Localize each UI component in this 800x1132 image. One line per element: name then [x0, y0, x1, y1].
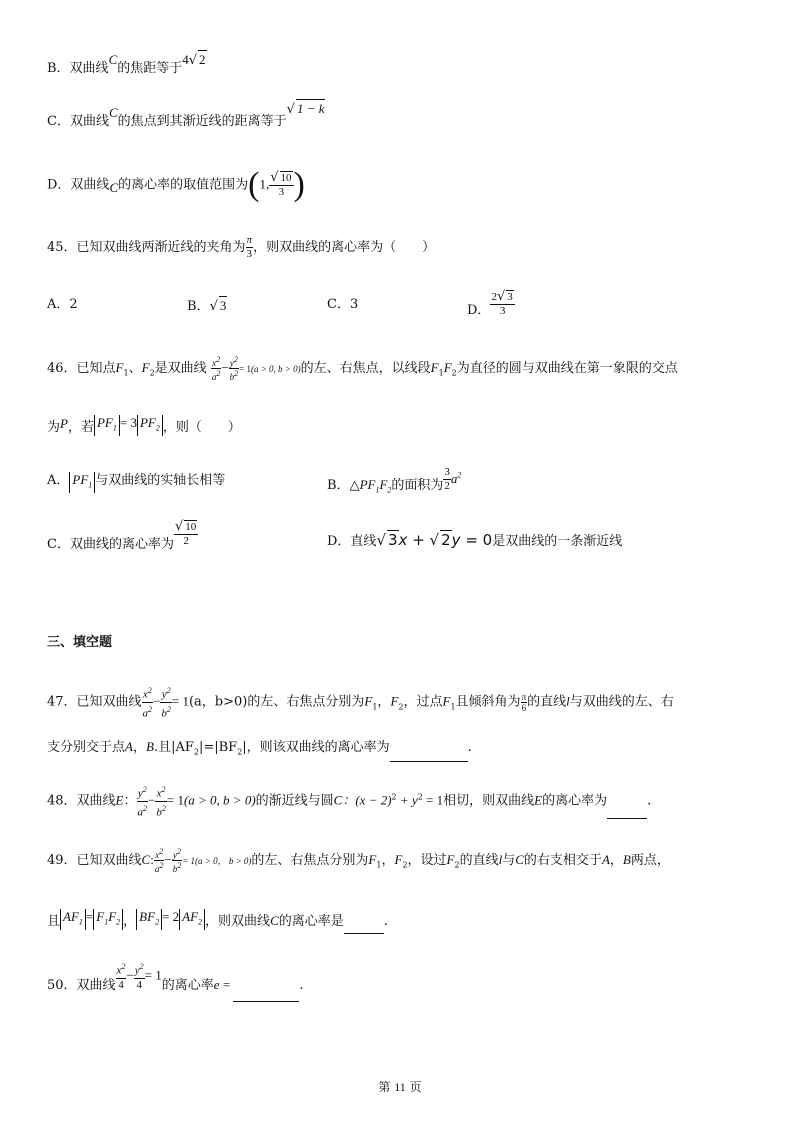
q45-option-a: A．2	[47, 297, 78, 312]
q46-option-c: C．双曲线的离心率为 $\frac{√ 10}{2}$	[47, 519, 197, 552]
q46-stem: 46．已知点$F_1$、$F_2$是双曲线 $\frac{x^2}{a^2}$ − $\frac{y^2}{b^2}$ = 1(a > 0, b > 0)的左、右焦点，以线段$F_1F_2$为直径的圆与双曲线在第一象限的交点	[47, 355, 678, 382]
q47-stem: 47．已知双曲线 $\frac{x^2}{a^2}$ − $\frac{y^2}{b^2}$ = 1(a，b>0)的左、右焦点分别为$F_1$，$F_2$，过点$F_1$且倾斜角为 $\frac{\pi}{6}$ 的直线l与双曲线的左、右	[47, 686, 674, 720]
q50-stem: 50．双曲线 $\frac{x^2}{4}$ − $\frac{y^2}{4}$ = 1的离心率e = .	[47, 960, 304, 992]
q48-stem: 48．双曲线E： $\frac{y^2}{a^2}$ − $\frac{x^2}{b^2}$ = 1(a > 0, b > 0)的渐近线与圆C：$(x - 2)^2 + y^2 = 1$相切，则双曲线E的离心率为 .	[47, 785, 652, 819]
q46-option-d: D．直线√ 3x + √ 2y = 0是双曲线的一条渐近线	[327, 531, 623, 549]
q50-answer-blank[interactable]	[233, 1001, 299, 1002]
q48-answer-blank[interactable]	[607, 818, 647, 819]
q46-stem-line2: 为P，若 $PF_1 = 3$ $PF_2$ ，则（ ）	[47, 415, 241, 435]
q46-option-a: A． $PF_1$ 与双曲线的实轴长相等	[47, 472, 225, 493]
q44-option-d: D．双曲线C的离心率的取值范围为(1, $\frac{√ 10}{3}$ )	[47, 166, 305, 203]
q44-option-b: B．双曲线C的焦距等于4√ 2	[47, 52, 206, 76]
q45-option-d: D． $\frac{2√ 3}{3}$	[467, 289, 513, 318]
q45-stem: 45．已知双曲线两渐近线的夹角为 $\frac{\pi}{3}$ ，则双曲线的离心率为（ ）	[47, 234, 436, 260]
section-heading: 三、填空题	[47, 635, 113, 650]
q46-option-b: B．$\triangle PF_1F_2$的面积为 $\frac{3}{2}$ $a^2$	[327, 466, 462, 495]
q47-answer-blank[interactable]	[390, 761, 468, 762]
page-footer: 第 11 页	[378, 1080, 422, 1094]
q49-answer-blank[interactable]	[344, 933, 384, 934]
q49-stem-line2: 且 $AF_1 = F_1F_2$ ， $BF_2 = 2$ $AF_2$ ，则双曲线C的离心率是 .	[47, 912, 388, 934]
page-number: 11	[394, 1080, 406, 1094]
q49-stem: 49．已知双曲线C: $\frac{x^2}{a^2}$ − $\frac{y^2}{b^2}$ = 1(a > 0， b > 0)的左、右焦点分别为$F_1$，$F_2$，设过$F_2$的直线l与C的右支相交于A，B两点，	[47, 847, 670, 874]
q45-option-c: C．3	[327, 297, 359, 312]
q47-stem-line2: 支分别交于点A，B.且$|AF_2|=|BF_2|$，则该双曲线的离心率为 .	[47, 738, 472, 762]
q45-option-b: B．√ 3	[187, 298, 227, 314]
q44-option-c: C．双曲线C的焦点到其渐近线的距离等于√ 1 − k	[47, 101, 325, 129]
